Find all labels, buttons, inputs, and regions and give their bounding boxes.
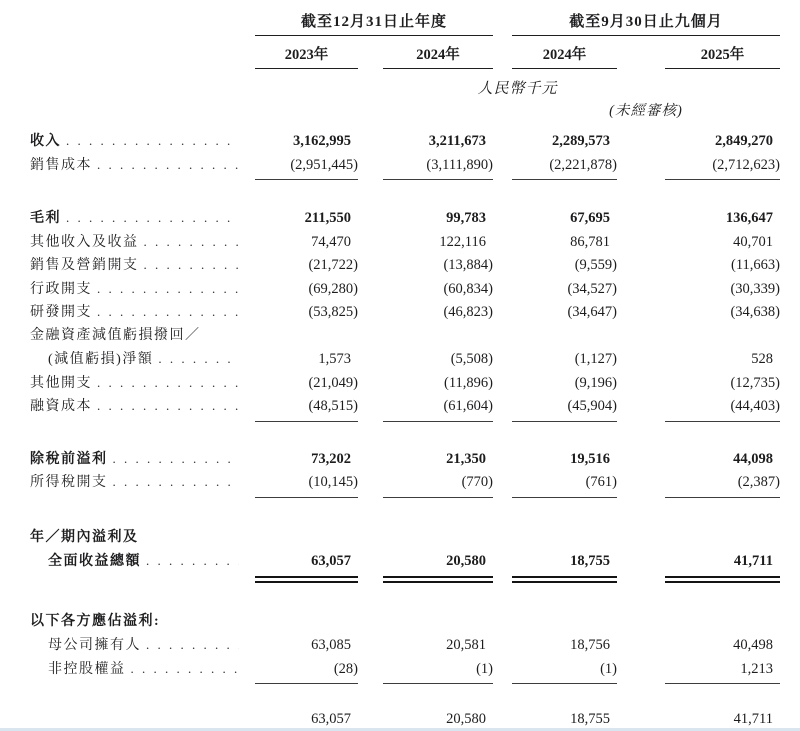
row-owners-of-parent [30, 633, 780, 657]
dot-leader [113, 470, 240, 494]
row-label: 銷售成本 [30, 157, 92, 173]
row-profit-before-tax [30, 447, 780, 471]
row-label: 所得稅開支 [30, 475, 108, 490]
dot-leader [144, 253, 240, 277]
amount-9m2025: 40,498 [733, 637, 773, 653]
section-spacer [30, 684, 780, 708]
amount-fy2023: 63,085 [311, 637, 351, 653]
amount-fy2024: 20,580 [446, 553, 486, 569]
row-cost-of-sales [30, 153, 780, 177]
amount-9m2024: 2,289,573 [552, 133, 610, 149]
amount-fy2024: 122,116 [439, 233, 486, 250]
amount-fy2024: (770) [461, 474, 493, 490]
amount-9m2024: (1,127) [574, 351, 617, 367]
row-label: 金融資產減值虧損撥回／ [30, 327, 201, 343]
row-label: 非控股權益 [48, 661, 126, 677]
amount-fy2023: (53,825) [308, 304, 358, 320]
row-selling-marketing-expenses [30, 253, 780, 277]
amount-9m2025: (2,387) [737, 474, 780, 490]
amount-fy2024: (60,834) [443, 280, 493, 297]
amount-9m2025: 40,701 [733, 233, 773, 250]
dot-leader [97, 371, 239, 395]
amount-fy2024: 21,350 [446, 450, 486, 467]
amount-fy2024: (46,823) [443, 304, 493, 320]
row-label: 收入 [30, 134, 61, 149]
amount-9m2024: 18,755 [570, 553, 610, 569]
dot-leader [66, 206, 239, 230]
dot-leader [146, 549, 239, 573]
amount-fy2024: (13,884) [443, 257, 493, 273]
double-rule-row [30, 576, 780, 583]
row-label: 行政開支 [30, 281, 92, 297]
row-label: 除稅前溢利 [30, 451, 108, 467]
amount-fy2023: (10,145) [308, 474, 358, 490]
amount-9m2025: (44,403) [730, 398, 780, 414]
period-header-annual: 截至12月31日止年度 [255, 10, 493, 36]
amount-fy2023: 211,550 [304, 210, 351, 226]
amount-9m2025: (11,663) [731, 257, 780, 273]
currency-note: 人民幣千元 [477, 81, 558, 97]
row-profit-attributable-header [30, 610, 780, 634]
amount-9m2025: 528 [751, 351, 773, 367]
row-label: 母公司擁有人 [48, 638, 141, 653]
amount-9m2024: (34,647) [567, 304, 617, 320]
row-rd-expenses [30, 300, 780, 324]
row-income-tax-expense [30, 470, 780, 494]
row-total-comprehensive-income-line2 [30, 549, 780, 573]
amount-fy2024: (3,111,890) [426, 156, 493, 173]
amount-fy2023: 63,057 [311, 553, 351, 569]
unaudited-note-row [30, 98, 780, 120]
row-total-comprehensive-income-line1 [30, 526, 780, 550]
row-gross-profit [30, 206, 780, 230]
amount-fy2024: (1) [476, 660, 493, 677]
period-header-nine-months: 截至9月30日止九個月 [512, 10, 780, 36]
amount-fy2023: 63,057 [311, 711, 351, 727]
year-column-2023: 2023年 [255, 43, 358, 69]
dot-leader [66, 129, 239, 153]
amount-fy2023: (2,951,445) [290, 156, 358, 173]
dot-leader [146, 633, 239, 657]
row-impairment-reversal-line2 [30, 347, 780, 371]
amount-fy2023: (48,515) [308, 398, 358, 414]
row-label: 其他開支 [30, 375, 92, 391]
unaudited-note: (未經審核) [609, 103, 683, 119]
amount-fy2024: (11,896) [444, 374, 493, 391]
amount-9m2024: 86,781 [570, 233, 610, 250]
amount-9m2024: 19,516 [570, 450, 610, 467]
period-header-row [30, 10, 780, 36]
row-label: 以下各方應佔溢利: [30, 613, 161, 629]
amount-fy2024: 20,581 [446, 637, 486, 653]
amount-9m2025: (34,638) [730, 304, 780, 320]
row-label: (減值虧損)淨額 [48, 352, 154, 367]
dot-leader [158, 347, 239, 371]
year-column-2024-9m: 2024年 [512, 43, 617, 69]
row-label: 銷售及營銷開支 [30, 258, 139, 273]
amount-fy2023: (21,722) [308, 257, 358, 273]
amount-fy2024: (5,508) [450, 351, 493, 367]
amount-fy2023: (21,049) [308, 374, 358, 391]
amount-9m2025: 41,711 [733, 711, 773, 727]
amount-9m2025: 44,098 [733, 450, 773, 467]
amount-9m2024: 67,695 [570, 210, 610, 226]
section-spacer [30, 583, 780, 610]
row-label: 研發開支 [30, 305, 92, 320]
section-spacer [30, 180, 780, 206]
amount-fy2023: 73,202 [311, 450, 351, 467]
dot-leader [97, 394, 239, 418]
dot-leader [97, 153, 239, 177]
amount-9m2024: (45,904) [567, 398, 617, 414]
amount-fy2024: (61,604) [443, 398, 493, 414]
currency-note-row [30, 69, 780, 98]
amount-fy2023: 74,470 [311, 233, 351, 250]
row-label: 毛利 [30, 211, 61, 226]
year-header-row [30, 43, 780, 69]
amount-9m2025: 136,647 [725, 210, 773, 226]
row-non-controlling-interests [30, 657, 780, 681]
row-label: 年／期內溢利及 [30, 529, 139, 545]
amount-9m2024: (2,221,878) [549, 156, 617, 173]
amount-9m2025: 41,711 [733, 553, 773, 569]
dot-leader [144, 230, 240, 254]
row-finance-costs [30, 394, 780, 418]
row-administrative-expenses [30, 277, 780, 301]
amount-9m2024: (761) [585, 474, 617, 490]
amount-9m2024: 18,755 [570, 711, 610, 727]
amount-9m2024: (9,196) [574, 374, 617, 391]
section-spacer [30, 422, 780, 447]
row-label: 全面收益總額 [48, 554, 141, 569]
dot-leader [97, 277, 239, 301]
amount-9m2025: (2,712,623) [712, 156, 780, 173]
amount-fy2024: 3,211,673 [428, 133, 486, 149]
amount-9m2024: (1) [600, 660, 617, 677]
dot-leader [113, 447, 240, 471]
amount-9m2025: (30,339) [730, 280, 780, 297]
row-other-expenses [30, 371, 780, 395]
row-impairment-reversal-line1 [30, 324, 780, 348]
amount-fy2023: 3,162,995 [293, 133, 351, 149]
row-revenue [30, 129, 780, 153]
row-other-income-gains [30, 230, 780, 254]
amount-9m2025: 1,213 [740, 660, 773, 677]
dot-leader [97, 300, 239, 324]
statement-body [30, 129, 780, 731]
amount-9m2024: (9,559) [574, 257, 617, 273]
amount-fy2024: 99,783 [446, 210, 486, 226]
row-label: 融資成本 [30, 399, 92, 414]
row-label: 其他收入及收益 [30, 234, 139, 250]
amount-9m2025: (12,735) [730, 374, 780, 391]
amount-9m2024: 18,756 [570, 637, 610, 653]
section-spacer [30, 498, 780, 526]
amount-fy2023: (69,280) [308, 280, 358, 297]
amount-9m2025: 2,849,270 [715, 133, 773, 149]
year-column-2025-9m: 2025年 [665, 43, 780, 69]
amount-fy2024: 20,580 [446, 711, 486, 727]
dot-leader [131, 657, 240, 681]
amount-fy2023: (28) [333, 660, 358, 677]
amount-fy2023: 1,573 [318, 351, 351, 367]
amount-9m2024: (34,527) [567, 280, 617, 297]
year-column-2024: 2024年 [383, 43, 493, 69]
